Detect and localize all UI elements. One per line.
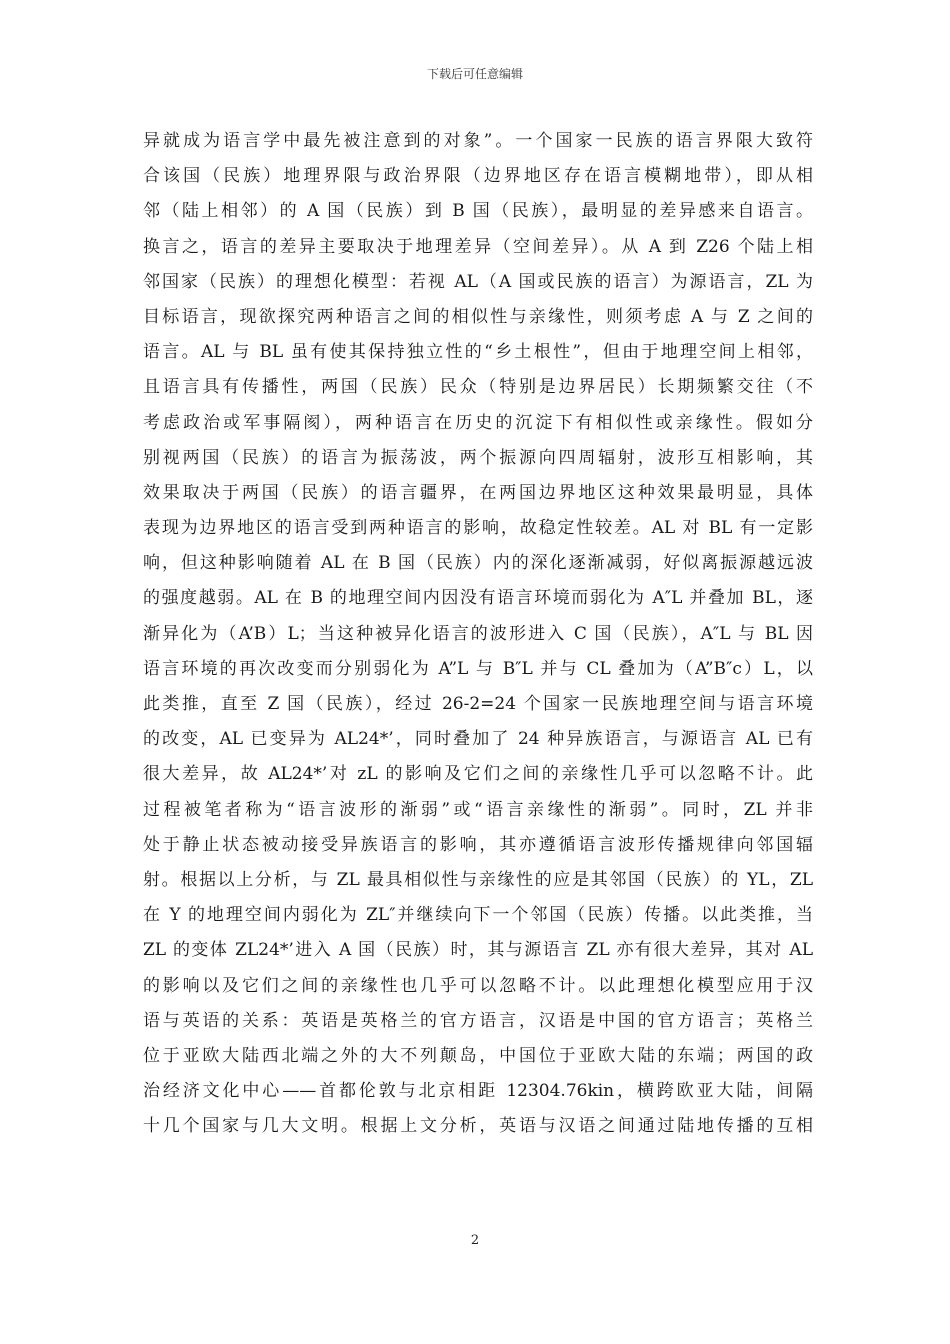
text-line: 射。根据以上分析，与 ZL 最具相似性与亲缘性的应是其邻国（民族）的 YL，ZL <box>143 869 813 890</box>
text-line: 过程被笔者称为“语言波形的渐弱”或“语言亲缘性的渐弱”。同时，ZL 并非 <box>143 799 813 820</box>
text-line: 很大差异，故 AL24*’对 zL 的影响及它们之间的亲缘性几乎可以忽略不计。此 <box>143 764 813 785</box>
text-line: 治经济文化中心——首都伦敦与北京相距 12304.76kin，横跨欧亚大陆，间隔 <box>143 1081 813 1102</box>
text-line: 表现为边界地区的语言受到两种语言的影响，故稳定性较差。AL 对 BL 有一定影 <box>143 518 813 539</box>
page-number: 2 <box>470 1233 480 1248</box>
text-line: 合该国（民族）地理界限与政治界限（边界地区存在语言模糊地带），即从相 <box>143 166 813 187</box>
text-line: 考虑政治或军事隔阂），两种语言在历史的沉淀下有相似性或亲缘性。假如分 <box>143 412 813 433</box>
text-line: 处于静止状态被动接受异族语言的影响，其亦遵循语言波形传播规律向邻国辐 <box>143 834 813 855</box>
text-line: 的改变，AL 已变异为 AL24*’，同时叠加了 24 种异族语言，与源语言 AL 已有 <box>143 729 813 750</box>
text-line: 语言。AL 与 BL 虽有使其保持独立性的“乡土根性”，但由于地理空间上相邻， <box>143 342 813 363</box>
text-line: 在 Y 的地理空间内弱化为 ZL″并继续向下一个邻国（民族）传播。以此类推，当 <box>143 905 813 926</box>
text-line: 渐异化为（A’B）L；当这种被异化语言的波形进入 C 国（民族），A″L 与 BL 因 <box>143 623 813 644</box>
text-line: 异就成为语言学中最先被注意到的对象”。一个国家一民族的语言界限大致符 <box>143 131 813 151</box>
text-line: 邻国家（民族）的理想化模型：若视 AL（A 国或民族的语言）为源语言，ZL 为 <box>143 271 813 292</box>
text-line: 语与英语的关系：英语是英格兰的官方语言，汉语是中国的官方语言；英格兰 <box>143 1010 813 1031</box>
text-line: 此类推，直至 Z 国（民族），经过 26-2=24 个国家一民族地理空间与语言环境 <box>143 694 813 714</box>
page-header: 下载后可任意编辑 <box>426 67 523 81</box>
text-line: ZL 的变体 ZL24*’进入 A 国（民族）时，其与源语言 ZL 亦有很大差异，其对 AL <box>143 940 813 961</box>
text-line: 目标语言，现欲探究两种语言之间的相似性与亲缘性，则须考虑 A 与 Z 之间的 <box>143 306 813 327</box>
text-line: 且语言具有传播性，两国（民族）民众（特别是边界居民）长期频繁交往（不 <box>143 377 813 398</box>
text-line: 响，但这种影响随着 AL 在 B 国（民族）内的深化逐渐减弱，好似离振源越远波 <box>143 553 813 574</box>
text-line: 效果取决于两国（民族）的语言疆界，在两国边界地区这种效果最明显，具体 <box>143 482 813 503</box>
text-line: 邻（陆上相邻）的 A 国（民族）到 B 国（民族），最明显的差异感来自语言。 <box>143 201 813 222</box>
text-line: 位于亚欧大陆西北端之外的大不列颠岛，中国位于亚欧大陆的东端；两国的政 <box>143 1045 813 1066</box>
text-line: 别视两国（民族）的语言为振荡波，两个振源向四周辐射，波形互相影响，其 <box>143 447 813 468</box>
text-line: 的影响以及它们之间的亲缘性也几乎可以忽略不计。以此理想化模型应用于汉 <box>143 975 813 996</box>
text-line: 的强度越弱。AL 在 B 的地理空间内因没有语言环境而弱化为 A″L 并叠加 BL，逐 <box>143 588 813 609</box>
text-line: 语言环境的再次改变而分别弱化为 A”L 与 B″L 并与 CL 叠加为（A”B″c）L，以 <box>143 658 813 679</box>
body-text <box>143 124 813 1144</box>
text-line: 十几个国家与几大文明。根据上文分析，英语与汉语之间通过陆地传播的互相 <box>143 1116 813 1137</box>
text-line: 换言之，语言的差异主要取决于地理差异（空间差异）。从 A 到 Z26 个陆上相 <box>143 236 813 257</box>
